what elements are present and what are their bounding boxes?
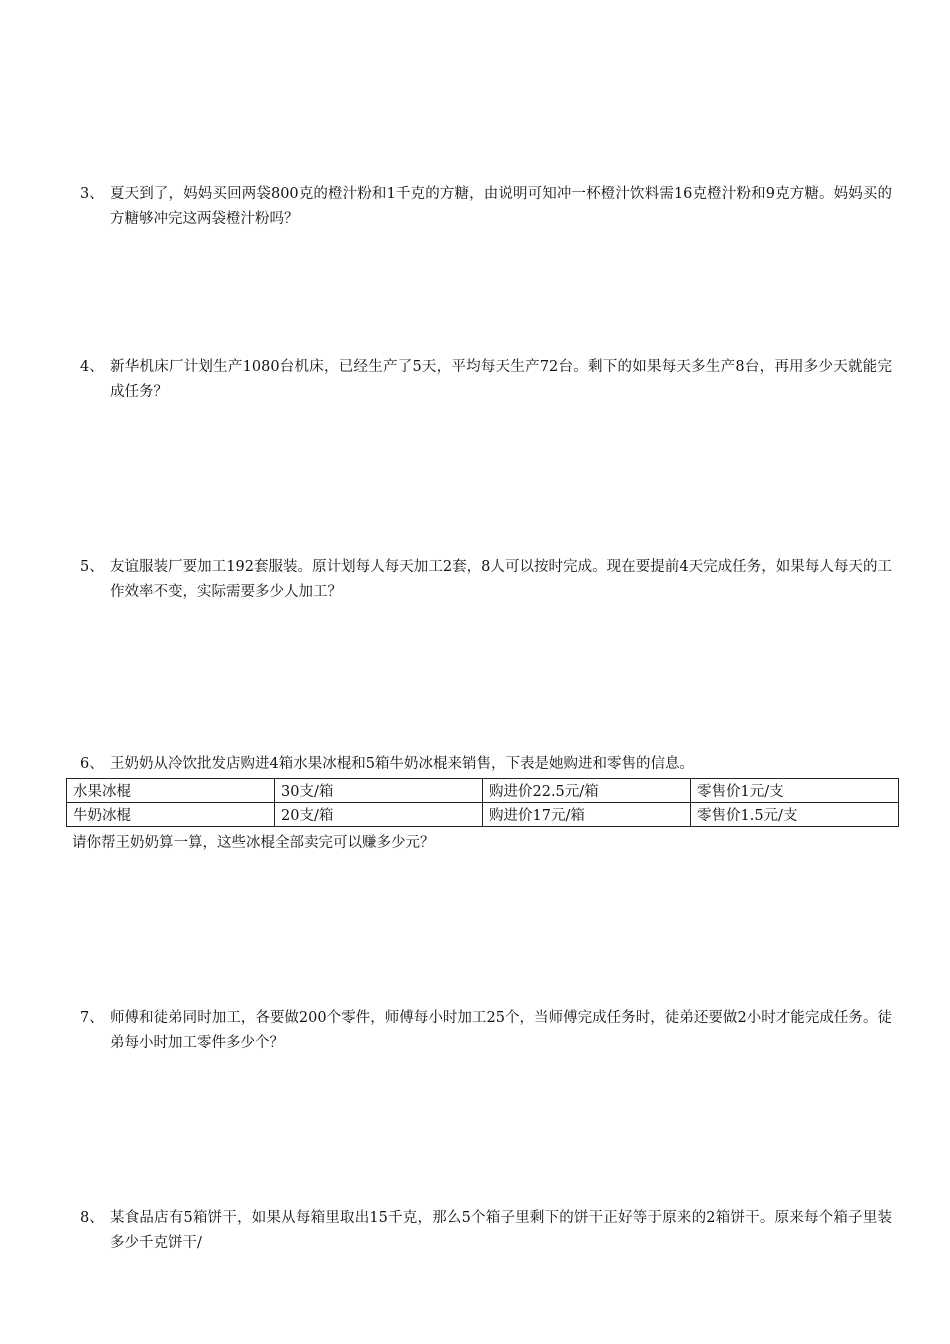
table-cell: 30支/箱 [275, 779, 483, 803]
table-cell: 零售价1元/支 [691, 779, 899, 803]
price-table [66, 778, 899, 827]
question-6 [80, 752, 892, 777]
question-6-followup: 请你帮王奶奶算一算，这些冰棍全部卖完可以赚多少元？ [72, 835, 435, 851]
question-number: 8、 [80, 1210, 104, 1226]
table-cell: 20支/箱 [275, 803, 483, 827]
table-row [67, 779, 899, 803]
question-text: 友谊服装厂要加工192套服装。原计划每人每天加工2套，8人可以按时完成。现在要提前4天完成任务，如果每人每天的工作效率不变，实际需要多少人加工？ [110, 559, 892, 600]
question-5 [80, 555, 892, 605]
question-number: 7、 [80, 1010, 104, 1026]
question-8 [80, 1206, 892, 1256]
question-number: 4、 [80, 359, 104, 375]
question-3 [80, 182, 892, 232]
question-text: 王奶奶从冷饮批发店购进4箱水果冰棍和5箱牛奶冰棍来销售，下表是她购进和零售的信息。 [110, 756, 694, 772]
question-text: 新华机床厂计划生产1080台机床，已经生产了5天，平均每天生产72台。剩下的如果每天多生产8台，再用多少天就能完成任务？ [110, 359, 892, 400]
question-4 [80, 355, 892, 405]
question-number: 5、 [80, 559, 104, 575]
table-cell: 水果冰棍 [67, 779, 275, 803]
table-cell: 购进价17元/箱 [483, 803, 691, 827]
question-7 [80, 1006, 892, 1056]
table-cell: 牛奶冰棍 [67, 803, 275, 827]
question-number: 6、 [80, 756, 104, 772]
question-text: 夏天到了，妈妈买回两袋800克的橙汁粉和1千克的方糖，由说明可知冲一杯橙汁饮料需16克橙汁粉和9克方糖。妈妈买的方糖够冲完这两袋橙汁粉吗？ [110, 186, 892, 227]
table-cell: 购进价22.5元/箱 [483, 779, 691, 803]
question-text: 某食品店有5箱饼干，如果从每箱里取出15千克，那么5个箱子里剩下的饼干正好等于原来的2箱饼干。原来每个箱子里装多少千克饼干/ [110, 1210, 892, 1251]
table-row [67, 803, 899, 827]
table-cell: 零售价1.5元/支 [691, 803, 899, 827]
question-text: 师傅和徒弟同时加工，各要做200个零件，师傅每小时加工25个，当师傅完成任务时，徒弟还要做2小时才能完成任务。徒弟每小时加工零件多少个？ [110, 1010, 892, 1051]
question-number: 3、 [80, 186, 104, 202]
